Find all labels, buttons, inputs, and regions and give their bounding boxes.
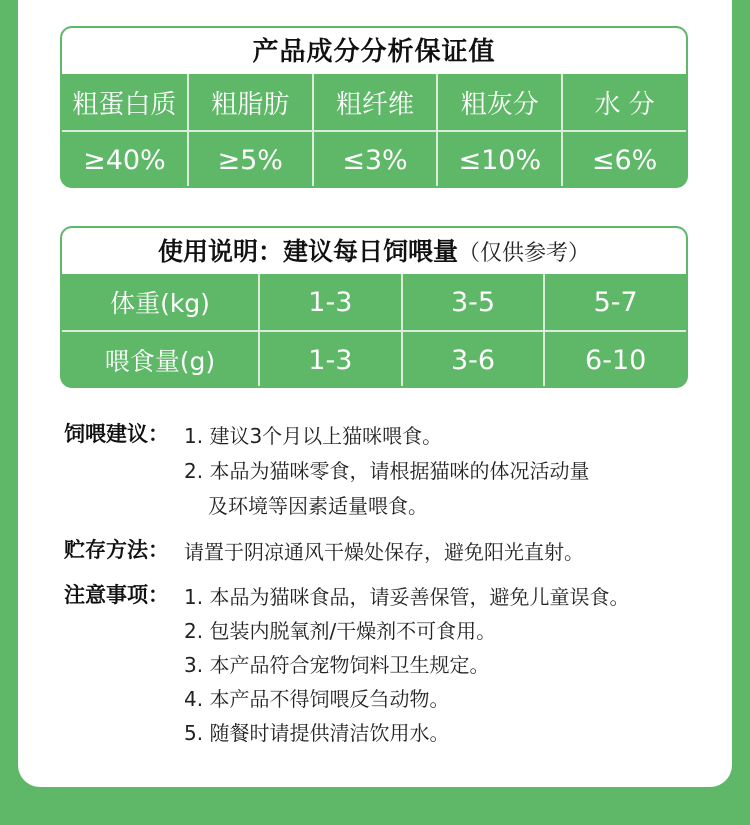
- analysis-header-protein: 粗蛋白质: [72, 89, 177, 120]
- analysis-header-ash: 粗灰分: [436, 74, 561, 130]
- feeding-table: [60, 226, 688, 388]
- analysis-header-fat: 粗脂肪: [187, 74, 312, 130]
- analysis-value-moisture: ≤6%: [561, 132, 686, 188]
- analysis-value-fiber: ≤3%: [312, 132, 437, 188]
- caution-item: 2. 包装内脱氧剂/干燥剂不可食用。: [184, 619, 497, 643]
- weight-value: 5-7: [543, 274, 686, 330]
- feeding-table-title-sub: （仅供参考）: [458, 241, 591, 266]
- caution-item: 1. 本品为猫咪食品，请妥善保管，避免儿童误食。: [184, 585, 630, 609]
- analysis-value-protein: ≥40%: [83, 144, 166, 176]
- weight-value: 3-5: [401, 274, 544, 330]
- analysis-table-title: 产品成分分析保证值: [62, 28, 686, 74]
- analysis-header-fiber: 粗纤维: [312, 74, 437, 130]
- amount-value: 3-6: [401, 332, 544, 388]
- caution-item: 5. 随餐时请提供清洁饮用水。: [184, 721, 450, 745]
- feeding-advice-item: 2. 本品为猫咪零食，请根据猫咪的体况活动量: [184, 459, 590, 483]
- weight-row: [62, 274, 686, 330]
- feeding-advice-item: 及环境等因素适量喂食。: [208, 494, 428, 518]
- caution-item: 4. 本产品不得饲喂反刍动物。: [184, 687, 450, 711]
- caution-label: 注意事项：: [64, 583, 169, 607]
- feeding-advice-label: 饲喂建议：: [64, 422, 169, 446]
- caution-item: 3. 本产品符合宠物饲料卫生规定。: [184, 653, 490, 677]
- analysis-header-moisture: 水 分: [561, 74, 686, 130]
- amount-row-label: 喂食量(g): [104, 347, 216, 376]
- weight-row-label: 体重(kg): [110, 289, 210, 318]
- amount-value: 6-10: [543, 332, 686, 388]
- feeding-table-title: [62, 228, 686, 274]
- analysis-header-row: [62, 74, 686, 130]
- feeding-advice-item: 1. 建议3个月以上猫咪喂食。: [184, 424, 443, 448]
- weight-value: 1-3: [258, 274, 401, 330]
- analysis-value-ash: ≤10%: [436, 132, 561, 188]
- analysis-value-row: [62, 130, 686, 188]
- amount-row: [62, 330, 686, 388]
- analysis-value-fat: ≥5%: [187, 132, 312, 188]
- storage-label: 贮存方法：: [64, 538, 169, 562]
- feeding-table-title-main: 使用说明：建议每日饲喂量: [157, 237, 458, 266]
- amount-value: 1-3: [258, 332, 401, 388]
- analysis-table: [60, 26, 688, 188]
- storage-text: 请置于阴凉通风干燥处保存，避免阳光直射。: [184, 540, 584, 564]
